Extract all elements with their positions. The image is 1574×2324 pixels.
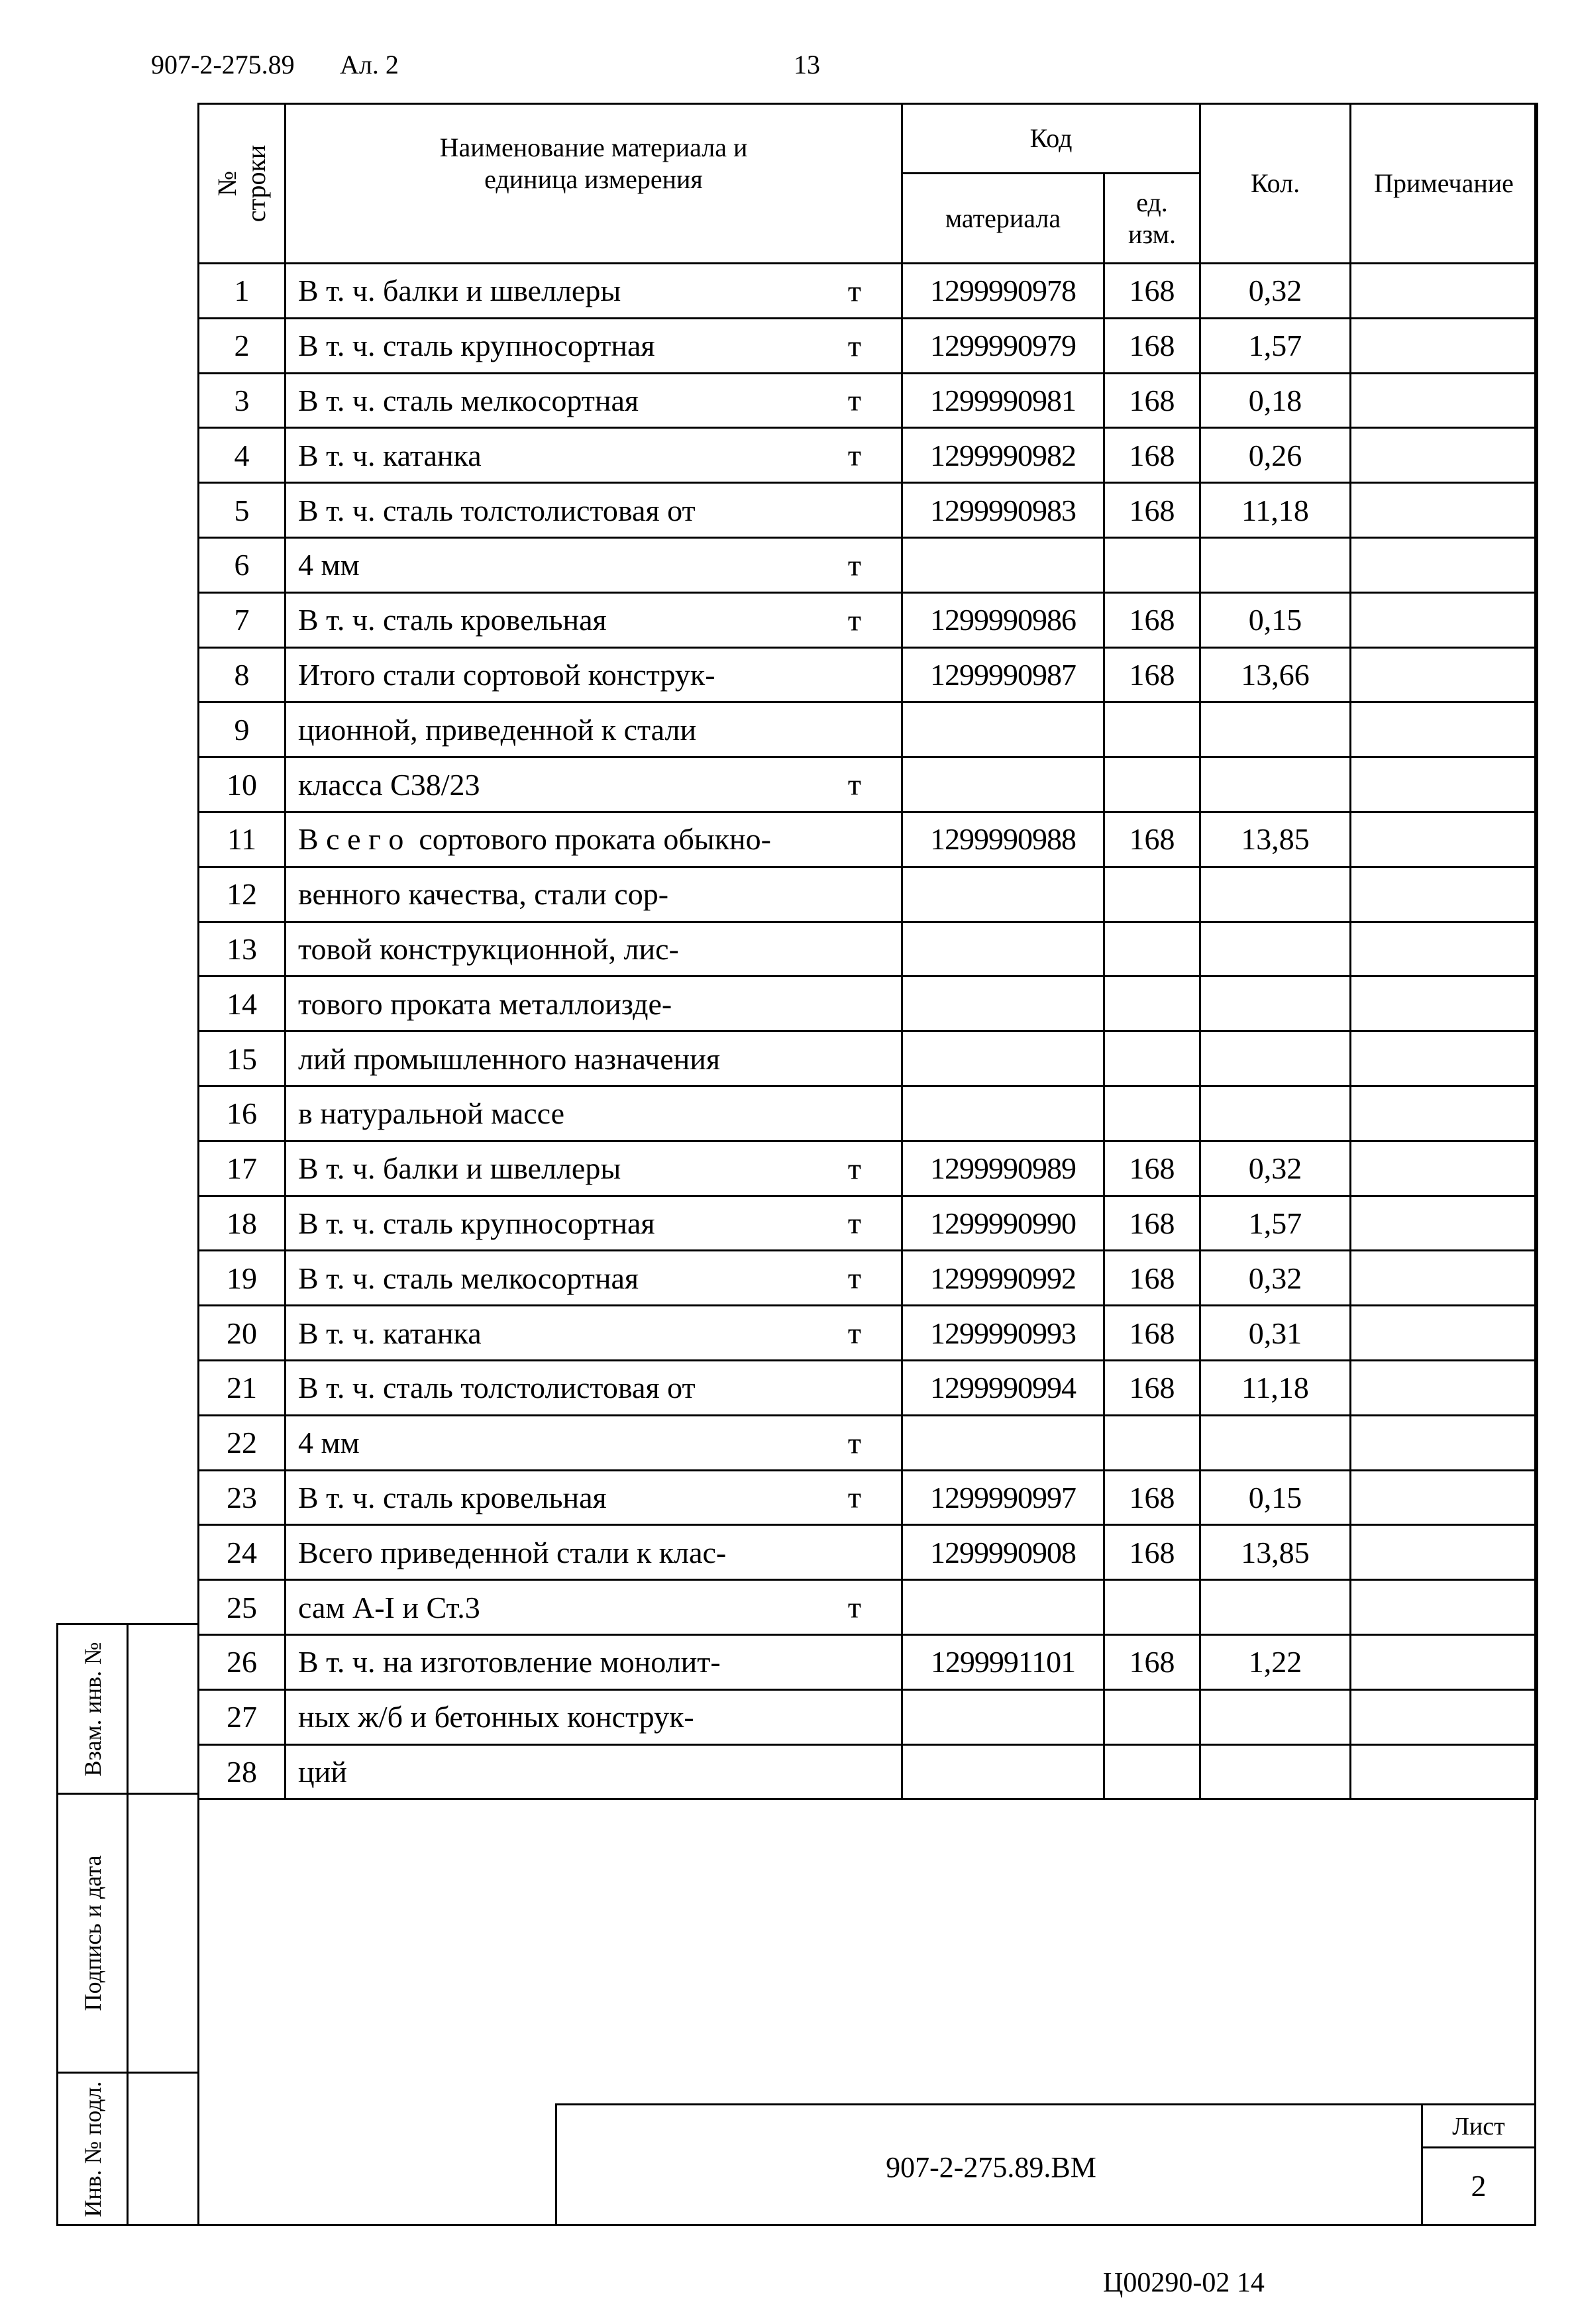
unit-code [1104, 1415, 1200, 1470]
material-name: класса С38/23 [298, 767, 480, 802]
material-unit: т [847, 1151, 861, 1186]
quantity: 13,85 [1200, 812, 1351, 867]
material-unit: т [847, 438, 861, 472]
materials-table [197, 103, 1538, 1800]
quantity [1200, 922, 1351, 977]
material-code: 1299990994 [902, 1360, 1104, 1415]
note-cell [1351, 977, 1538, 1031]
unit-code: 168 [1104, 1525, 1200, 1580]
material-name-cell [286, 264, 902, 319]
row-number: 9 [199, 702, 286, 757]
unit-code [1104, 757, 1200, 812]
material-unit: т [847, 1426, 861, 1460]
header-name-text: Наименование материала и единица измерения [439, 132, 748, 194]
note-cell [1351, 1580, 1538, 1635]
unit-code: 168 [1104, 647, 1200, 702]
page-number: 13 [794, 50, 820, 79]
material-name: В т. ч. сталь кровельная [298, 1480, 607, 1514]
material-unit: т [847, 1480, 861, 1514]
row-number: 8 [199, 647, 286, 702]
material-unit: т [847, 603, 861, 637]
material-name: В с е г о сортового проката обыкно- [298, 822, 771, 857]
note-cell [1351, 483, 1538, 538]
row-number: 1 [199, 264, 286, 319]
material-code: 1299990992 [902, 1251, 1104, 1306]
material-name: 4 мм [298, 548, 360, 582]
quantity [1200, 1689, 1351, 1744]
table-row [199, 1689, 1538, 1744]
material-name: тового проката металлоизде- [298, 986, 672, 1021]
material-name: в натуральной массе [298, 1096, 565, 1131]
quantity [1200, 702, 1351, 757]
table-row [199, 1141, 1538, 1196]
header-code-material: материала [902, 174, 1104, 264]
material-unit: т [847, 1590, 861, 1624]
material-unit: т [847, 548, 861, 582]
note-cell [1351, 922, 1538, 977]
table-row [199, 1251, 1538, 1306]
row-number: 26 [199, 1634, 286, 1689]
unit-code: 168 [1104, 1306, 1200, 1361]
unit-code: 168 [1104, 264, 1200, 319]
material-code: 1299990986 [902, 592, 1104, 647]
row-number: 4 [199, 428, 286, 483]
material-name: ционной, приведенной к стали [298, 712, 697, 747]
material-name-cell [286, 483, 902, 538]
quantity: 13,66 [1200, 647, 1351, 702]
row-number: 24 [199, 1525, 286, 1580]
stamp-podpis-label: Подпись и дата [79, 1855, 106, 2011]
material-name-cell [286, 922, 902, 977]
table-row [199, 1580, 1538, 1635]
row-number: 20 [199, 1306, 286, 1361]
note-cell [1351, 1525, 1538, 1580]
header-name [286, 104, 902, 264]
quantity: 13,85 [1200, 1525, 1351, 1580]
table-row [199, 592, 1538, 647]
material-name: Всего приведенной стали к клас- [298, 1535, 727, 1569]
note-cell [1351, 1086, 1538, 1141]
quantity: 0,18 [1200, 373, 1351, 428]
material-code [902, 1580, 1104, 1635]
header-code-unit [1104, 174, 1200, 264]
material-name-cell [286, 1086, 902, 1141]
note-cell [1351, 318, 1538, 373]
note-cell [1351, 1470, 1538, 1525]
row-number: 7 [199, 592, 286, 647]
unit-code [1104, 1031, 1200, 1086]
archive-code: Ц00290-02 14 [1103, 2268, 1265, 2298]
material-name: В т. ч. сталь крупносортная [298, 329, 655, 363]
row-number: 6 [199, 537, 286, 592]
material-name-cell [286, 1470, 902, 1525]
row-number: 23 [199, 1470, 286, 1525]
material-name-cell [286, 592, 902, 647]
note-cell [1351, 592, 1538, 647]
table-row [199, 318, 1538, 373]
material-code [902, 922, 1104, 977]
quantity [1200, 977, 1351, 1031]
material-name-cell [286, 1196, 902, 1251]
note-cell [1351, 1415, 1538, 1470]
material-name: В т. ч. сталь крупносортная [298, 1206, 655, 1240]
material-name-cell [286, 537, 902, 592]
quantity: 1,57 [1200, 318, 1351, 373]
stamp-podpis-label-cell [56, 1793, 129, 2074]
material-code [902, 757, 1104, 812]
material-name-cell [286, 1634, 902, 1689]
table-row [199, 812, 1538, 867]
material-name: В т. ч. сталь мелкосортная [298, 383, 639, 417]
note-cell [1351, 1306, 1538, 1361]
note-cell [1351, 812, 1538, 867]
table-row [199, 1415, 1538, 1470]
row-number: 15 [199, 1031, 286, 1086]
quantity [1200, 1744, 1351, 1799]
material-code: 1299990990 [902, 1196, 1104, 1251]
table-row [199, 702, 1538, 757]
note-cell [1351, 1196, 1538, 1251]
unit-code: 168 [1104, 1470, 1200, 1525]
header-row-no [199, 104, 286, 264]
material-name: В т. ч. сталь толстолистовая от [298, 1371, 696, 1405]
table-row [199, 264, 1538, 319]
note-cell [1351, 428, 1538, 483]
table-row [199, 1086, 1538, 1141]
stamp-vzam-value-cell [127, 1623, 199, 1795]
unit-code [1104, 977, 1200, 1031]
material-unit: т [847, 1316, 861, 1350]
material-code: 1299990989 [902, 1141, 1104, 1196]
stamp-vzam-label: Взам. инв. № [79, 1642, 106, 1776]
material-name-cell [286, 373, 902, 428]
material-name-cell [286, 1525, 902, 1580]
table-row [199, 1744, 1538, 1799]
material-name-cell [286, 1251, 902, 1306]
material-name: В т. ч. балки и швеллеры [298, 274, 621, 308]
note-cell [1351, 757, 1538, 812]
header-row-no-text: № строки [212, 144, 271, 223]
stamp-inv-label-cell [56, 2072, 129, 2226]
material-name-cell [286, 812, 902, 867]
quantity [1200, 537, 1351, 592]
table-row [199, 1031, 1538, 1086]
material-name: В т. ч. сталь мелкосортная [298, 1261, 639, 1295]
note-cell [1351, 373, 1538, 428]
header-code-group: Код [902, 104, 1200, 174]
quantity: 0,32 [1200, 264, 1351, 319]
material-name-cell [286, 1744, 902, 1799]
unit-code [1104, 1580, 1200, 1635]
unit-code: 168 [1104, 1196, 1200, 1251]
quantity: 11,18 [1200, 483, 1351, 538]
table-row [199, 757, 1538, 812]
note-cell [1351, 1141, 1538, 1196]
table-row [199, 1306, 1538, 1361]
quantity [1200, 1086, 1351, 1141]
material-name: В т. ч. катанка [298, 438, 482, 472]
table-row [199, 1525, 1538, 1580]
unit-code [1104, 922, 1200, 977]
row-number: 25 [199, 1580, 286, 1635]
note-cell [1351, 1360, 1538, 1415]
unit-code: 168 [1104, 1251, 1200, 1306]
sheet-label: Лист [1452, 2113, 1505, 2140]
unit-code [1104, 537, 1200, 592]
stamp-inv-label: Инв. № подл. [79, 2080, 106, 2217]
material-unit: т [847, 329, 861, 363]
quantity [1200, 867, 1351, 922]
row-number: 19 [199, 1251, 286, 1306]
unit-code [1104, 867, 1200, 922]
row-number: 22 [199, 1415, 286, 1470]
doc-code: 907-2-275.89 [151, 50, 295, 79]
note-cell [1351, 1251, 1538, 1306]
table-row [199, 483, 1538, 538]
unit-code [1104, 1086, 1200, 1141]
material-name-cell [286, 1360, 902, 1415]
note-cell [1351, 1031, 1538, 1086]
material-name: 4 мм [298, 1426, 360, 1460]
row-number: 12 [199, 867, 286, 922]
quantity: 0,15 [1200, 1470, 1351, 1525]
material-code [902, 702, 1104, 757]
row-number: 14 [199, 977, 286, 1031]
quantity: 0,32 [1200, 1251, 1351, 1306]
material-code [902, 1689, 1104, 1744]
material-name: сам А-I и Ст.3 [298, 1590, 480, 1624]
material-code [902, 977, 1104, 1031]
table-row [199, 867, 1538, 922]
material-name-cell [286, 867, 902, 922]
material-name-cell [286, 977, 902, 1031]
quantity [1200, 757, 1351, 812]
unit-code: 168 [1104, 1634, 1200, 1689]
table-row [199, 428, 1538, 483]
quantity: 0,32 [1200, 1141, 1351, 1196]
material-name-cell [286, 1415, 902, 1470]
row-number: 2 [199, 318, 286, 373]
sheet-number: 2 [1471, 2169, 1487, 2203]
material-name-cell [286, 1580, 902, 1635]
material-unit: т [847, 383, 861, 417]
quantity: 1,57 [1200, 1196, 1351, 1251]
material-name-cell [286, 1031, 902, 1086]
quantity: 1,22 [1200, 1634, 1351, 1689]
table-row [199, 1470, 1538, 1525]
material-name: товой конструкционной, лис- [298, 931, 679, 966]
row-number: 17 [199, 1141, 286, 1196]
unit-code: 168 [1104, 428, 1200, 483]
table-row [199, 1196, 1538, 1251]
unit-code: 168 [1104, 1360, 1200, 1415]
row-number: 27 [199, 1689, 286, 1744]
quantity: 0,15 [1200, 592, 1351, 647]
material-name-cell [286, 702, 902, 757]
sheet-cell [1421, 2105, 1534, 2224]
stamp-vzam-label-cell [56, 1623, 129, 1795]
quantity: 0,31 [1200, 1306, 1351, 1361]
material-name: ций [298, 1754, 347, 1789]
note-cell [1351, 537, 1538, 592]
note-cell [1351, 647, 1538, 702]
sheet-divider [1423, 2146, 1534, 2148]
note-cell [1351, 702, 1538, 757]
row-number: 18 [199, 1196, 286, 1251]
album-label: Ал. 2 [340, 50, 399, 79]
material-code [902, 1415, 1104, 1470]
row-number: 5 [199, 483, 286, 538]
material-name: В т. ч. катанка [298, 1316, 482, 1350]
material-name: В т. ч. сталь кровельная [298, 603, 607, 637]
note-cell [1351, 1634, 1538, 1689]
material-name-cell [286, 1689, 902, 1744]
row-number: 21 [199, 1360, 286, 1415]
material-code: 1299990983 [902, 483, 1104, 538]
row-number: 3 [199, 373, 286, 428]
material-code [902, 1086, 1104, 1141]
unit-code [1104, 1689, 1200, 1744]
material-code [902, 1031, 1104, 1086]
material-unit: т [847, 767, 861, 802]
material-name: лий промышленного назначения [298, 1041, 721, 1076]
stamp-inv-value-cell [127, 2072, 199, 2226]
quantity [1200, 1031, 1351, 1086]
unit-code: 168 [1104, 318, 1200, 373]
unit-code: 168 [1104, 483, 1200, 538]
unit-code: 168 [1104, 592, 1200, 647]
quantity [1200, 1415, 1351, 1470]
unit-code [1104, 1744, 1200, 1799]
table-row [199, 1360, 1538, 1415]
material-code [902, 867, 1104, 922]
material-name-cell [286, 318, 902, 373]
material-code: 1299990981 [902, 373, 1104, 428]
material-code: 1299990982 [902, 428, 1104, 483]
table-row [199, 922, 1538, 977]
material-name-cell [286, 428, 902, 483]
unit-code: 168 [1104, 1141, 1200, 1196]
stamp-podpis-value-cell [127, 1793, 199, 2074]
unit-code: 168 [1104, 373, 1200, 428]
material-name: В т. ч. балки и швеллеры [298, 1151, 621, 1186]
row-number: 28 [199, 1744, 286, 1799]
header-code-unit-text: ед. изм. [1128, 187, 1176, 249]
row-number: 10 [199, 757, 286, 812]
row-number: 13 [199, 922, 286, 977]
material-name: ных ж/б и бетонных конструк- [298, 1700, 694, 1734]
material-code: 1299990908 [902, 1525, 1104, 1580]
material-unit: т [847, 274, 861, 308]
table-row [199, 373, 1538, 428]
material-name-cell [286, 647, 902, 702]
material-code: 1299990987 [902, 647, 1104, 702]
material-code: 1299990993 [902, 1306, 1104, 1361]
quantity [1200, 1580, 1351, 1635]
header-note: Примечание [1351, 104, 1538, 264]
unit-code [1104, 702, 1200, 757]
quantity: 0,26 [1200, 428, 1351, 483]
material-code: 1299990979 [902, 318, 1104, 373]
note-cell [1351, 1689, 1538, 1744]
header-qty: Кол. [1200, 104, 1351, 264]
note-cell [1351, 264, 1538, 319]
drawing-designation: 907-2-275.89.ВМ [886, 2151, 1096, 2184]
material-name: Итого стали сортовой конструк- [298, 657, 715, 692]
material-name-cell [286, 1306, 902, 1361]
table-row [199, 647, 1538, 702]
material-name: В т. ч. сталь толстолистовая от [298, 493, 696, 527]
material-code [902, 537, 1104, 592]
material-unit: т [847, 1206, 861, 1240]
table-row [199, 1634, 1538, 1689]
material-unit: т [847, 1261, 861, 1295]
title-block [555, 2103, 1536, 2226]
material-name: В т. ч. на изготовление монолит- [298, 1645, 721, 1679]
material-code: 1299990988 [902, 812, 1104, 867]
material-code: 1299990997 [902, 1470, 1104, 1525]
row-number: 16 [199, 1086, 286, 1141]
table-row [199, 537, 1538, 592]
note-cell [1351, 867, 1538, 922]
unit-code: 168 [1104, 812, 1200, 867]
table-row [199, 977, 1538, 1031]
material-name-cell [286, 757, 902, 812]
row-number: 11 [199, 812, 286, 867]
material-name-cell [286, 1141, 902, 1196]
quantity: 11,18 [1200, 1360, 1351, 1415]
material-code [902, 1744, 1104, 1799]
material-code: 1299991101 [902, 1634, 1104, 1689]
note-cell [1351, 1744, 1538, 1799]
material-name: венного качества, стали сор- [298, 877, 669, 912]
material-code: 1299990978 [902, 264, 1104, 319]
